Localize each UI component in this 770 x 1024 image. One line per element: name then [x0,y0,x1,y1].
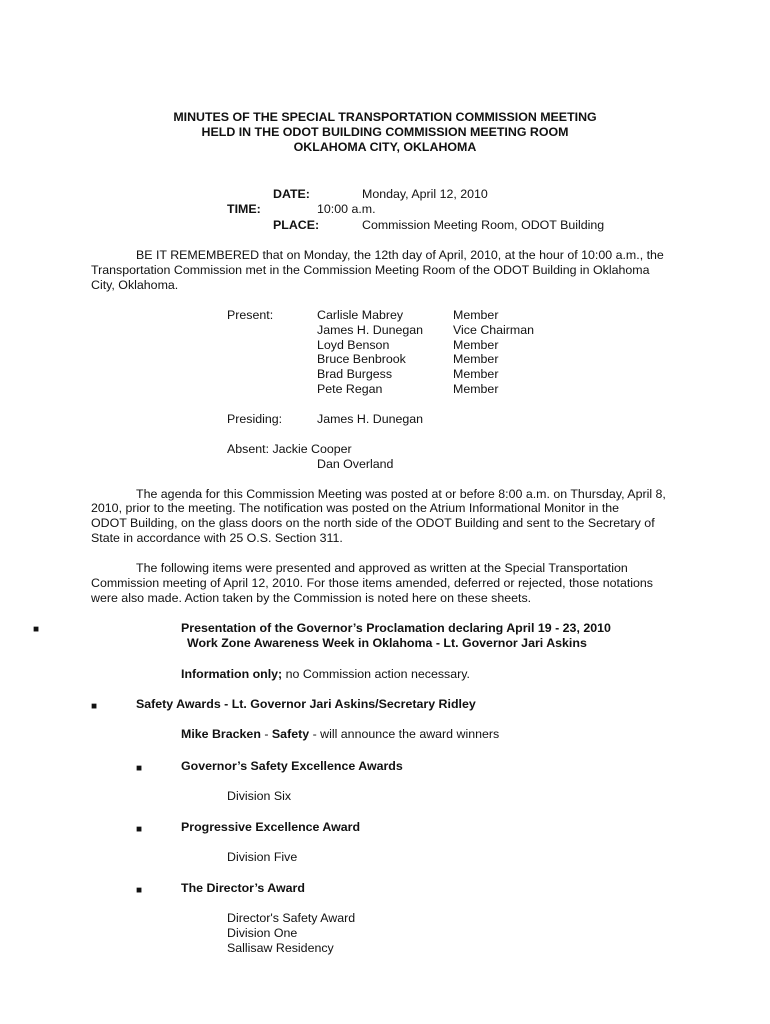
bullet: ■ [136,763,143,774]
member-role: Member [453,382,499,396]
governors-award-division: Division Six [227,789,292,803]
member-name: Loyd Benson [317,338,390,352]
directors-award-line-1: Director's Safety Award [227,911,356,925]
progressive-award-heading: Progressive Excellence Award [181,820,361,834]
note-line-3: were also made. Action taken by the Commission is noted here on these sheets. [91,591,532,605]
bullet: ■ [136,885,143,896]
presiding-name: James H. Dunegan [317,412,424,426]
information-only-note [181,667,470,682]
agenda-line-3: ODOT Building, on the glass doors on the north side of the ODOT Building and sent to the Secretary of [91,516,655,530]
directors-award-line-3: Sallisaw Residency [227,941,334,955]
bracken-name: Mike Bracken [181,727,261,741]
bracken-rest: - will announce the award winners [309,727,500,741]
bullet: ■ [91,701,98,712]
note-line-1: The following items were presented and approved as written at the Special Transportation [136,561,628,575]
member-role: Member [453,352,499,366]
date-label: DATE: [273,187,310,201]
place-value: Commission Meeting Room, ODOT Building [362,218,605,232]
intro-line-1: BE IT REMEMBERED that on Monday, the 12th day of April, 2010, at the hour of 10:00 a.m., the [136,248,664,262]
absent-line: Absent: Jackie Cooper [227,442,352,456]
member-role: Member [453,308,499,322]
present-label: Present: [227,308,274,322]
place-label: PLACE: [273,218,320,232]
member-name: Carlisle Mabrey [317,308,404,322]
proclamation-line-1: Presentation of the Governor’s Proclamation declaring April 19 - 23, 2010 [181,621,611,635]
bullet: ■ [136,824,143,835]
time-value: 10:00 a.m. [317,202,376,216]
presiding-label: Presiding: [227,412,283,426]
bracken-dash: - [260,727,272,741]
progressive-award-division: Division Five [227,850,298,864]
bullet: ■ [33,624,40,635]
intro-line-2: Transportation Commission met in the Commission Meeting Room of the ODOT Building in Oklahoma [91,263,650,277]
intro-line-3: City, Oklahoma. [91,278,179,292]
note-line-2: Commission meeting of April 12, 2010. For those items amended, deferred or rejected, those notations [91,576,654,590]
information-only-bold: Information only; [181,667,283,681]
member-name: Pete Regan [317,382,383,396]
directors-award-heading: The Director’s Award [181,881,305,895]
directors-award-line-2: Division One [227,926,298,940]
agenda-line-2: 2010, prior to the meeting. The notification was posted on the Atrium Informational Monitor in the [91,501,620,515]
title-line-1: MINUTES OF THE SPECIAL TRANSPORTATION COMMISSION MEETING [173,110,597,124]
bracken-line [181,727,499,742]
member-name: James H. Dunegan [317,323,424,337]
bracken-safety: Safety [271,727,310,741]
safety-awards-heading: Safety Awards - Lt. Governor Jari Askins/Secretary Ridley [136,697,476,711]
member-name: Bruce Benbrook [317,352,406,366]
title-line-2: HELD IN THE ODOT BUILDING COMMISSION MEETING ROOM [201,125,569,139]
governors-award-heading: Governor’s Safety Excellence Awards [181,759,403,773]
member-role: Member [453,367,499,381]
member-name: Brad Burgess [317,367,393,381]
member-role: Member [453,338,499,352]
information-only-rest: no Commission action necessary. [282,667,470,681]
time-label: TIME: [227,202,261,216]
absent-second: Dan Overland [317,457,394,471]
title-line-3: OKLAHOMA CITY, OKLAHOMA [293,140,477,154]
proclamation-line-2: Work Zone Awareness Week in Oklahoma - Lt. Governor Jari Askins [187,636,587,650]
agenda-line-1: The agenda for this Commission Meeting was posted at or before 8:00 a.m. on Thursday, April 8, [136,487,666,501]
agenda-line-4: State in accordance with 25 O.S. Section 311. [91,531,343,545]
member-role: Vice Chairman [453,323,535,337]
date-value: Monday, April 12, 2010 [362,187,488,201]
